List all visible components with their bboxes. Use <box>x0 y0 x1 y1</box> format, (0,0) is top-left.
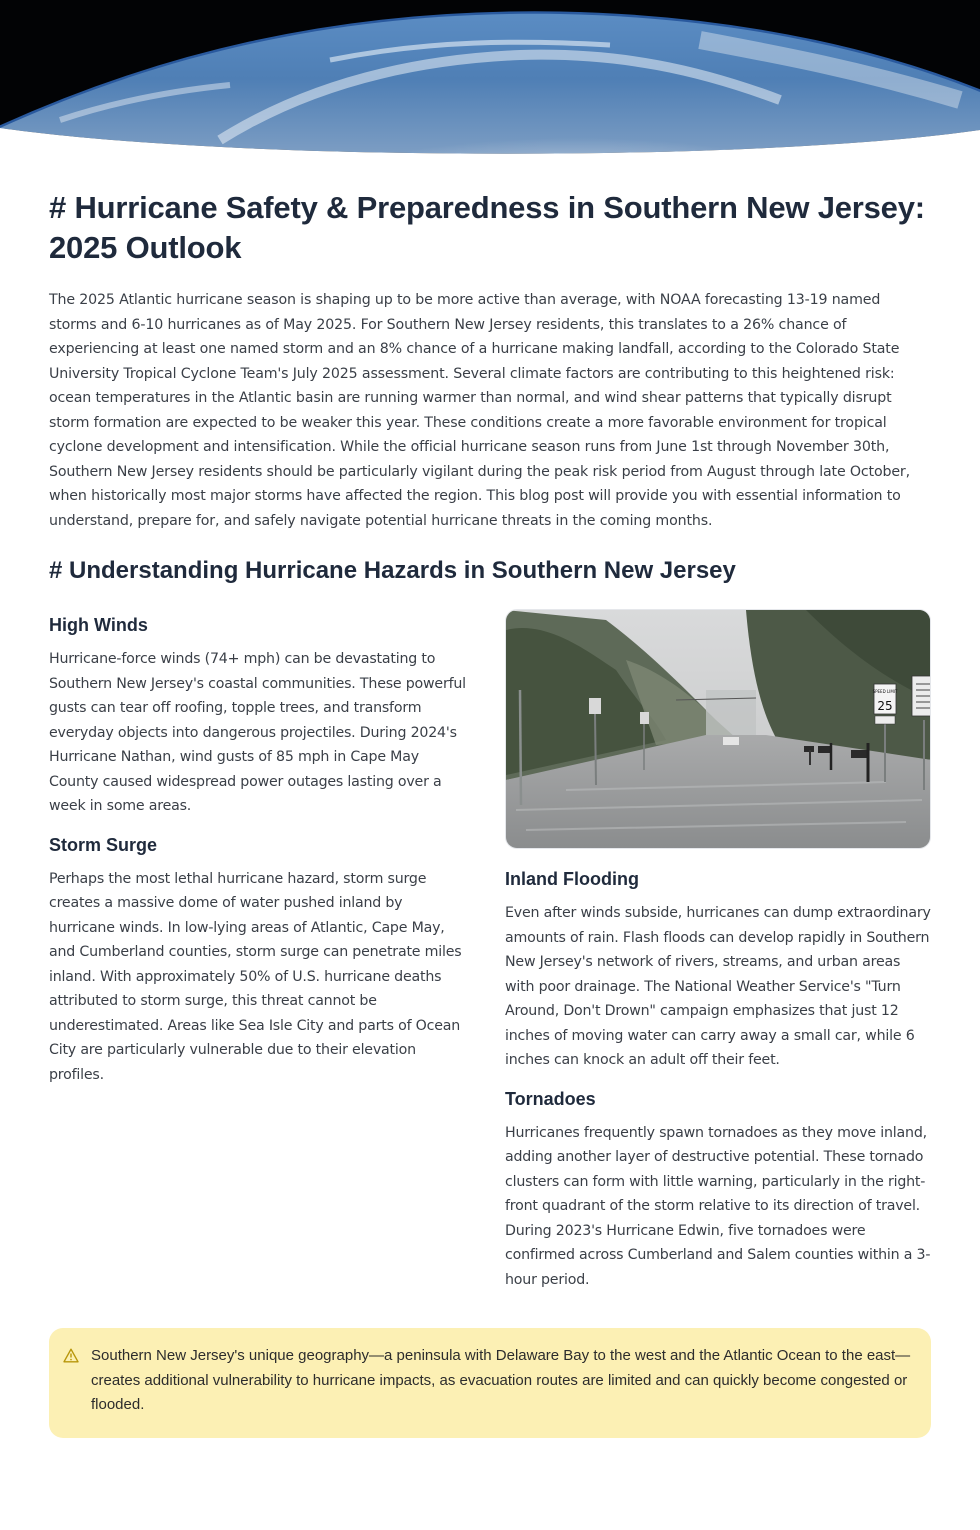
storm-surge-body: Perhaps the most lethal hurricane hazard, storm surge creates a massive dome of water pushed inland by hurricane winds. In low-lying areas of Atlantic, Cape May, and Cumberland counties, storm surge can penetrate miles inland. With approximately 50% of U.S. hurricane deaths attributed to storm surge, this threat cannot be underestimated. Areas like Sea Isle City and parts of Ocean City are particularly vulnerable due to their elevation profiles. <box>49 870 462 1083</box>
inland-flooding-body: Even after winds subside, hurricanes can dump extraordinary amounts of rain. Flash floods can develop rapidly in Southern New Jersey's network of rivers, streams, and urban areas with poor drainage. The National Weather Service's "Turn Around, Don't Drown" campaign emphasizes that just 12 inches of moving water can carry away a small car, while 6 inches can knock an adult off their feet. <box>505 905 931 1068</box>
warning-icon <box>63 1348 79 1418</box>
flooded-street-photo <box>505 609 931 849</box>
hero-banner <box>0 0 980 158</box>
speed-limit-label: SPEED LIMIT <box>872 689 898 694</box>
article-title: # Hurricane Safety & Preparedness in Southern New Jersey: 2025 Outlook <box>49 190 925 265</box>
hazards-columns <box>49 609 931 1306</box>
hazards-left-column <box>49 609 469 1306</box>
intro-paragraph: The 2025 Atlantic hurricane season is shaping up to be more active than average, with NOAA forecasting 13-19 named storms and 6-10 hurricanes as of May 2025. For Southern New Jersey residents, this translates to a 26% chance of experiencing at least one named storm and an 8% chance of a hurricane making landfall, according to the Colorado State University Tropical Cyclone Team's July 2025 assessment. Several climate factors are contributing to this heightened risk: ocean temperatures in the Atlantic basin are running warmer than normal, and wind shear patterns that typically disrupt storm formation are expected to be weaker this year. These conditions create a more favorable environment for tropical cyclone development and intensification. While the official hurricane season runs from June 1st through November 30th, Southern New Jersey residents should be particularly vigilant during the peak risk period from August through late October, when historically most major storms have affected the region. This blog post will provide you with essential information to understand, prepare for, and safely navigate potential hurricane threats in the coming months. <box>49 292 910 529</box>
geography-warning-callout <box>49 1328 931 1438</box>
tornadoes-heading: Tornadoes <box>505 1088 596 1109</box>
callout-text: Southern New Jersey's unique geography—a peninsula with Delaware Bay to the west and the Atlantic Ocean to the east—creates additional vulnerability to hurricane impacts, as evacuation routes are limited and can quickly become congested or flooded. <box>91 1347 911 1413</box>
section-heading-hazards: # Understanding Hurricane Hazards in Southern New Jersey <box>49 557 736 584</box>
tornadoes-body: Hurricanes frequently spawn tornadoes as they move inland, adding another layer of destructive potential. These tornado clusters can form with little warning, particularly in the right-front quadrant of the storm relative to its direction of travel. During 2023's Hurricane Edwin, five tornadoes were confirmed across Cumberland and Salem counties within a 3-hour period. <box>505 1124 931 1288</box>
storm-surge-heading: Storm Surge <box>49 834 158 855</box>
hazards-right-column <box>505 609 931 1306</box>
bottom-spacer <box>49 1438 931 1472</box>
article <box>0 188 980 1472</box>
speed-limit-value: 25 <box>877 699 893 713</box>
inland-flooding-heading: Inland Flooding <box>505 869 639 889</box>
high-winds-body: Hurricane-force winds (74+ mph) can be devastating to Southern New Jersey's coastal communities. These powerful gusts can tear off roofing, topple trees, and transform everyday objects into dangerous projectiles. During 2024's Hurricane Nathan, wind gusts of 85 mph in Cape May County caused widespread power outages lasting over a week in some areas. <box>49 651 466 814</box>
hero-earth-image <box>0 0 980 158</box>
high-winds-heading: High Winds <box>49 615 148 635</box>
